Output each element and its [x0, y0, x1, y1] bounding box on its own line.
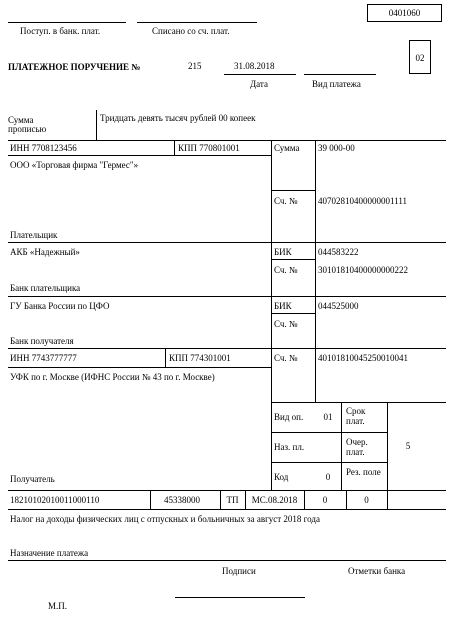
- rule-bik1: [271, 259, 315, 260]
- vrule-tax-1: [150, 490, 151, 509]
- type-line: [304, 74, 376, 75]
- op-type: 01: [323, 412, 333, 422]
- signatures-label: Подписи: [222, 566, 256, 576]
- received-line: [8, 22, 126, 23]
- vrule-inn-kpp: [174, 140, 175, 155]
- payer-kpp: КПП 770801001: [178, 143, 240, 153]
- order-date: 31.08.2018: [234, 61, 275, 71]
- rule-payee-inn: [8, 367, 271, 368]
- priority-value: 5: [405, 441, 411, 451]
- debited-label: Списано со сч. плат.: [152, 26, 230, 36]
- vrule-value: [315, 140, 316, 402]
- tax-doc-date: 0: [364, 495, 369, 505]
- payer-bank-label: Банк плательщика: [10, 283, 81, 293]
- code-label: Код: [274, 472, 289, 482]
- stamp-label: М.П.: [48, 601, 68, 611]
- rule-purpose: [8, 560, 446, 561]
- sum-value: 39 000-00: [318, 143, 355, 153]
- term-label: Срок плат.: [346, 406, 366, 426]
- rule-tax: [8, 509, 446, 510]
- debited-line: [137, 22, 257, 23]
- rule-codes-mid2b: [341, 462, 387, 463]
- status-code: 02: [415, 53, 425, 63]
- date-line: [224, 74, 296, 75]
- tax-doc-number: 0: [322, 495, 328, 505]
- received-label: Поступ. в банк. плат.: [20, 26, 101, 36]
- amount-words-value: Тридцать девять тысяч рублей 00 копеек: [100, 113, 256, 123]
- type-label: Вид платежа: [312, 79, 361, 89]
- payee-bank-account-label: Сч. №: [274, 319, 298, 329]
- payer-label: Плательщик: [10, 230, 58, 240]
- amount-words-divider: [96, 110, 97, 140]
- payee-account-label: Сч. №: [274, 353, 298, 363]
- bank-marks-label: Отметки банка: [348, 566, 406, 576]
- tax-oktmo: 45338000: [164, 495, 200, 505]
- purpose-code-label: Наз. пл.: [274, 442, 305, 452]
- rule-payee-bank: [8, 348, 446, 349]
- payee-bik: 044525000: [318, 301, 359, 311]
- rule-codes-mid1: [271, 432, 341, 433]
- payer-account: 40702810400000001111: [318, 196, 407, 206]
- order-title: ПЛАТЕЖНОЕ ПОРУЧЕНИЕ №: [8, 62, 141, 72]
- rule-signature: [175, 597, 305, 598]
- vrule-payee-inn-kpp: [165, 348, 166, 367]
- payer-bik-label: БИК: [274, 247, 292, 257]
- rule-codes-mid2: [271, 462, 341, 463]
- payee-bank-name: ГУ Банка России по ЦФО: [10, 301, 110, 311]
- rule-payer-bank: [8, 296, 446, 297]
- payee-inn: ИНН 7743777777: [10, 353, 77, 363]
- reserve-label: Рез. поле: [346, 467, 381, 477]
- payer-bank-name: АКБ «Надежный»: [10, 247, 80, 257]
- vrule-tax-6: [387, 490, 388, 509]
- payee-label: Получатель: [10, 474, 55, 484]
- tax-period: МС.08.2018: [251, 495, 298, 505]
- priority-label: Очер. плат.: [346, 437, 368, 457]
- payer-bank-account: 30101810400000000222: [318, 265, 408, 275]
- op-type-label: Вид оп.: [274, 412, 304, 422]
- payer-name: ООО «Торговая фирма "Гермес"»: [10, 160, 139, 170]
- payer-account-label: Сч. №: [274, 196, 298, 206]
- code-value: 0: [325, 472, 331, 482]
- rule-payer: [8, 242, 446, 243]
- payer-bik: 044583222: [318, 247, 359, 257]
- payee-account: 40101810045250010041: [318, 353, 408, 363]
- payer-inn: ИНН 7708123456: [10, 143, 77, 153]
- vrule-main: [271, 140, 272, 490]
- rule-sum-bottom: [271, 190, 315, 191]
- rule-codes-top: [271, 402, 446, 403]
- form-code: 0401060: [388, 8, 421, 18]
- rule-codes-mid1b: [341, 432, 387, 433]
- payer-bank-account-label: Сч. №: [274, 265, 298, 275]
- rule-inn-bottom: [8, 155, 271, 156]
- purpose-text: Налог на доходы физических лиц с отпускных и больничных за август 2018 года: [10, 514, 320, 524]
- order-number: 215: [188, 61, 202, 71]
- rule-payee: [8, 490, 446, 491]
- vrule-codes-1: [341, 402, 342, 490]
- tax-kbk: 18210102010011000110: [10, 495, 100, 505]
- purpose-label: Назначение платежа: [10, 548, 89, 558]
- date-label: Дата: [250, 79, 268, 89]
- sum-label: Сумма: [274, 143, 300, 153]
- rule-bik2: [271, 313, 315, 314]
- rule-amount: [8, 140, 446, 141]
- tax-basis: ТП: [226, 495, 239, 505]
- payee-kpp: КПП 774301001: [169, 353, 231, 363]
- payee-name: УФК по г. Москве (ИФНС России № 43 по г. Москве): [10, 372, 215, 382]
- payee-bank-label: Банк получателя: [10, 336, 74, 346]
- amount-words-label-2: прописью: [8, 124, 47, 134]
- payee-bik-label: БИК: [274, 301, 292, 311]
- amount-words-label-1: Сумма: [8, 115, 34, 125]
